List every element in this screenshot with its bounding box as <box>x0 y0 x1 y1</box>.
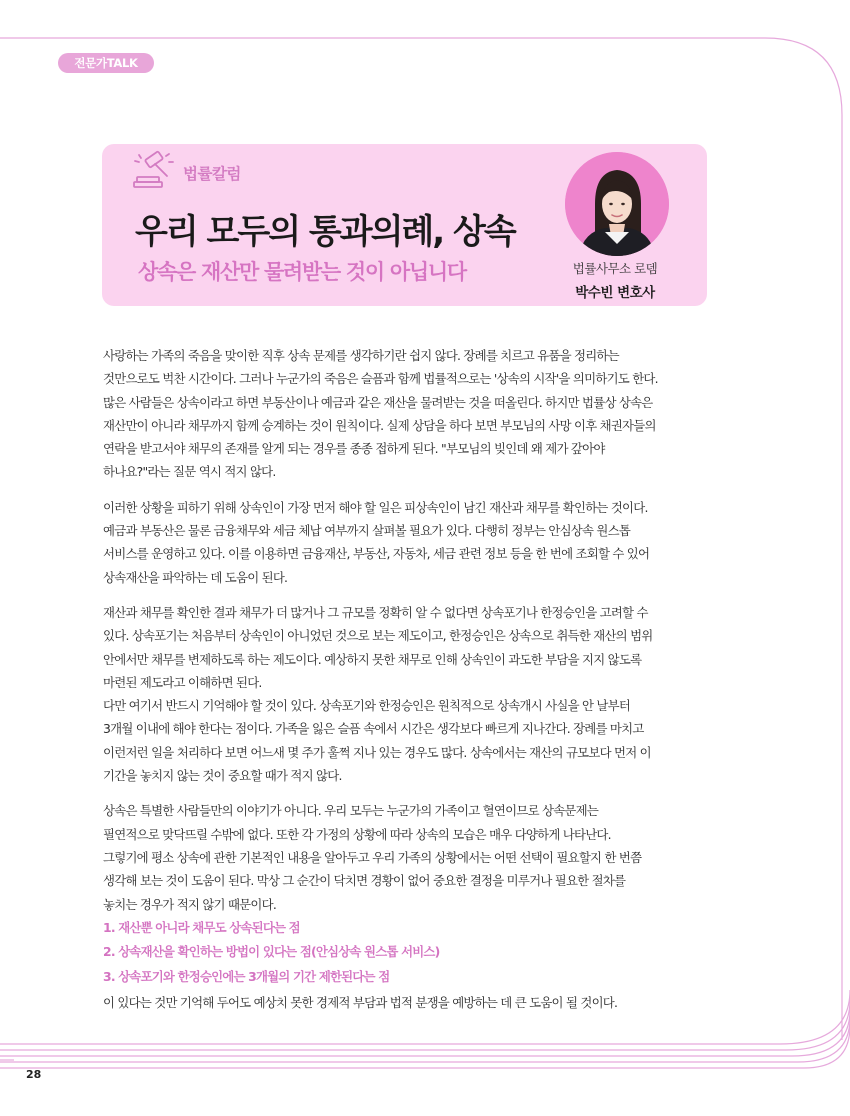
text-line: 다만 여기서 반드시 기억해야 할 것이 있다. 상속포기와 한정승인은 원칙적으로 상속개시 사실을 안 날부터 <box>103 698 631 714</box>
key-point: 3. 상속포기와 한정승인에는 3개월의 기간 제한된다는 점 <box>103 968 390 984</box>
text-line: 놓치는 경우가 적지 않기 때문이다. <box>103 896 277 912</box>
text-line: 필연적으로 맞닥뜨릴 수밖에 없다. 또한 각 가정의 상황에 따라 상속의 모습은 매우 다양하게 나타난다. <box>103 826 611 842</box>
column-label: 법률칼럼 <box>183 165 241 183</box>
key-point: 2. 상속재산을 확인하는 방법이 있다는 점(안심상속 원스톱 서비스) <box>103 944 440 960</box>
text-line: 이러한 상황을 피하기 위해 상속인이 가장 먼저 해야 할 일은 피상속인이 남긴 재산과 채무를 확인하는 것이다. <box>103 499 648 515</box>
text-line: 마련된 제도라고 이해하면 된다. <box>103 674 262 690</box>
article-body <box>103 344 707 1015</box>
text-line: 상속은 특별한 사람들만의 이야기가 아니다. 우리 모두는 누군가의 가족이고 혈연이므로 상속문제는 <box>103 803 599 819</box>
key-point: 1. 재산뿐 아니라 채무도 상속된다는 점 <box>103 919 300 935</box>
paragraph <box>103 344 707 484</box>
author-photo <box>565 152 669 256</box>
text-line: 하나요?"라는 질문 역시 적지 않다. <box>103 464 276 480</box>
key-points-list <box>103 916 707 990</box>
page-subtitle: 상속은 재산만 물려받는 것이 아닙니다 <box>138 260 466 284</box>
paragraph <box>103 601 707 787</box>
paragraph <box>103 799 707 915</box>
text-line: 재산과 채무를 확인한 결과 채무가 더 많거나 그 규모를 정확히 알 수 없다면 상속포기나 한정승인을 고려할 수 <box>103 604 648 620</box>
text-line: 재산만이 아니라 채무까지 함께 승계하는 것이 원칙이다. 실제 상담을 하다 보면 부모님의 사망 이후 채권자들의 <box>103 417 656 433</box>
paragraph <box>103 496 707 589</box>
text-line: 사랑하는 가족의 죽음을 맞이한 직후 상속 문제를 생각하기란 쉽지 않다. 장례를 치르고 유품을 정리하는 <box>103 348 619 363</box>
column-heading <box>133 150 241 190</box>
page-title: 우리 모두의 통과의례, 상속 <box>135 212 515 252</box>
closing-sentence: 이 있다는 것만 기억해 두어도 예상치 못한 경제적 부담과 법적 분쟁을 예방하는 데 큰 도움이 될 것이다. <box>103 995 618 1011</box>
section-tag: 전문가TALK <box>58 53 154 73</box>
text-line: 있다. 상속포기는 처음부터 상속인이 아니었던 것으로 보는 제도이고, 한정승인은 상속으로 취득한 재산의 범위 <box>103 628 653 644</box>
text-line: 기간을 놓치지 않는 것이 중요할 때가 적지 않다. <box>103 768 342 784</box>
author-firm: 법률사무소 로뎀 <box>572 261 658 276</box>
text-line: 3개월 이내에 해야 한다는 점이다. 가족을 잃은 슬픔 속에서 시간은 생각보다 빠르게 지나간다. 장례를 마치고 <box>103 721 644 737</box>
text-line: 이런저런 일을 처리하다 보면 어느새 몇 주가 훌쩍 지나 있는 경우도 많다. 상속에서는 재산의 규모보다 먼저 이 <box>103 744 651 760</box>
text-line: 안에서만 채무를 변제하도록 하는 제도이다. 예상하지 못한 채무로 인해 상속인이 과도한 부담을 지지 않도록 <box>103 651 642 667</box>
gavel-icon <box>133 150 177 190</box>
text-line: 예금과 부동산은 물론 금융채무와 세금 체납 여부까지 살펴볼 필요가 있다. 다행히 정부는 안심상속 원스톱 <box>103 523 631 539</box>
text-line: 것만으로도 벅찬 시간이다. 그러나 누군가의 죽음은 슬픔과 함께 법률적으로는 '상속의 시작'을 의미하기도 한다. <box>103 371 658 387</box>
text-line: 많은 사람들은 상속이라고 하면 부동산이나 예금과 같은 재산을 물려받는 것을 떠올린다. 하지만 법률상 상속은 <box>103 394 653 410</box>
text-line: 서비스를 운영하고 있다. 이를 이용하면 금융재산, 부동산, 자동차, 세금 관련 정보 등을 한 번에 조회할 수 있어 <box>103 546 650 562</box>
page-number: 28 <box>26 1068 42 1081</box>
text-line: 연락을 받고서야 채무의 존재를 알게 되는 경우를 종종 접하게 된다. "부모님의 빚인데 왜 제가 갚아야 <box>103 441 605 457</box>
text-line: 상속재산을 파악하는 데 도움이 된다. <box>103 569 288 585</box>
author-name: 박수빈 변호사 <box>575 285 655 301</box>
text-line: 생각해 보는 것이 도움이 된다. 막상 그 순간이 닥치면 경황이 없어 중요한 결정을 미루거나 필요한 절차를 <box>103 873 626 889</box>
text-line: 그렇기에 평소 상속에 관한 기본적인 내용을 알아두고 우리 가족의 상황에서는 어떤 선택이 필요할지 한 번쯤 <box>103 849 642 865</box>
